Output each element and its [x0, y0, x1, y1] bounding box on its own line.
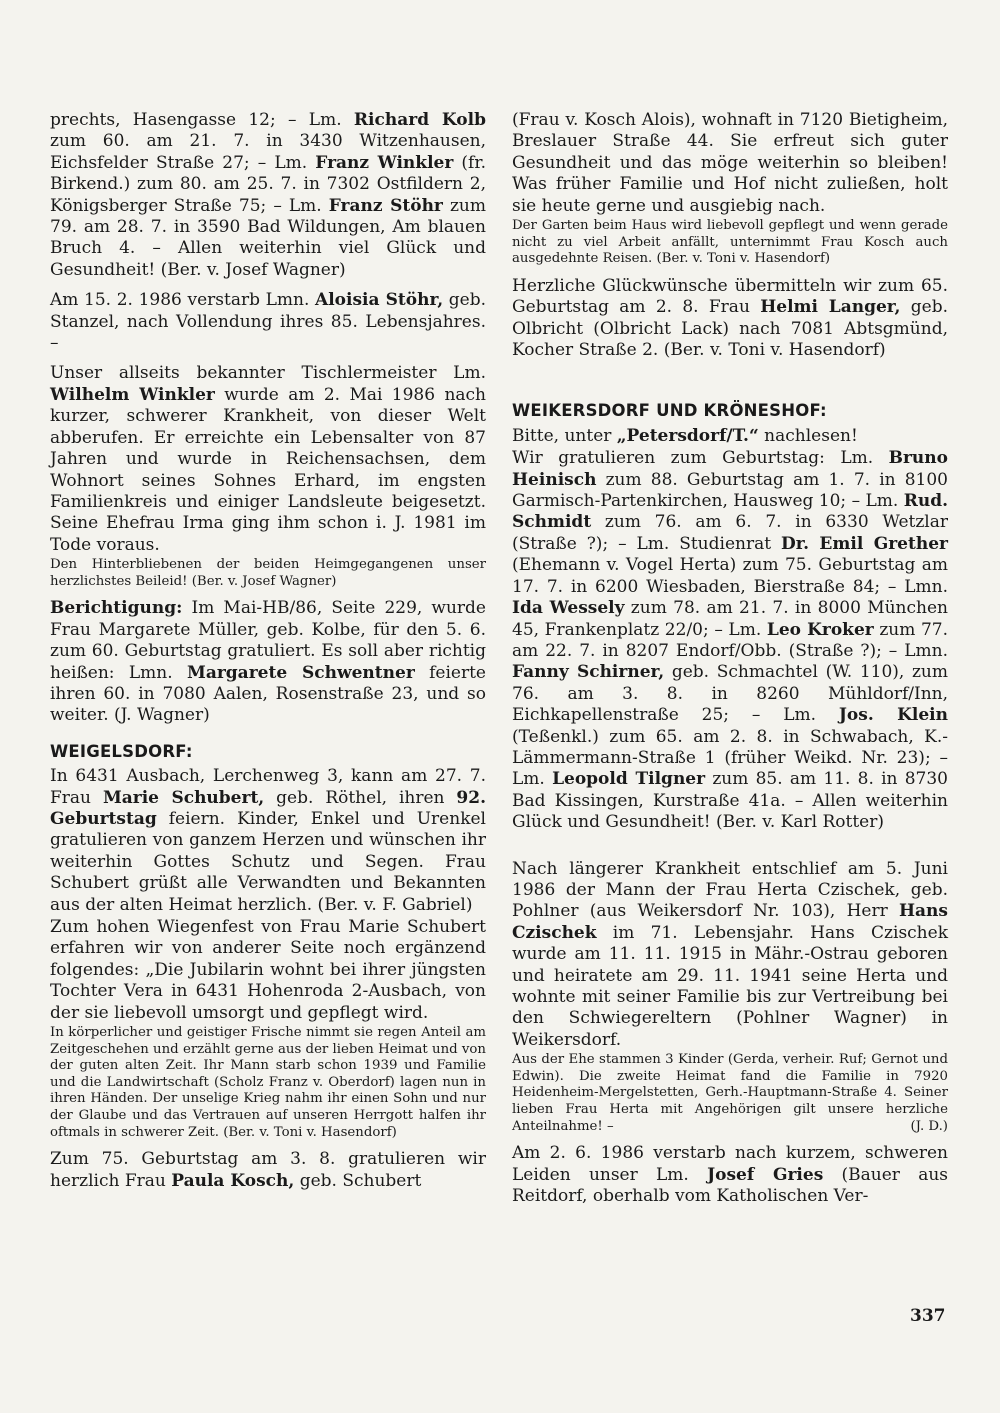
bold-name: Dr. Emil Grether [780, 533, 948, 554]
paragraph [512, 276, 948, 362]
small-note: Den Hinterbliebenen der beiden Heimgegangenen unser herzlichstes Beileid! (Ber. v. Josef Wagner) [50, 557, 486, 589]
text-run: zum 79. am 28. 7. in 3590 Bad Wildungen, Am blauen Bruch 4. – Allen weiterhin viel Glück und Gesundheit! (Ber. v. Josef Wagner) [50, 195, 486, 280]
bold-name: Margarete Schwentner [187, 662, 415, 683]
text-run: Wir gratulieren zum Geburtstag: Lm. [512, 448, 889, 469]
bold-name: Paula Kosch, [171, 1170, 295, 1191]
bold-name: Franz Stöhr [328, 195, 443, 216]
text-run: Im Mai-HB/86, Seite 229, wurde Frau Margarete Müller, geb. Kolbe, für den 5. 6. zum 60. Geburtstag gratuliert. Es soll aber richtig heißen: Lmn. [50, 598, 486, 683]
bold-name: Richard Kolb [353, 110, 486, 130]
text-run: zum 77. am 22. 7. in 8207 Endorf/Obb. (Straße ?); – Lmn. [512, 619, 948, 661]
page-number: 337 [910, 1306, 946, 1326]
paragraph [512, 1143, 948, 1207]
small-note: In körperlicher und geistiger Frische nimmt sie regen Anteil am Zeitgeschehen und erzählt gerne aus der lieben Heimat und von der guten alten Zeit. Ihr Mann starb schon 1939 und Familie und die Landwirtschaft (Scholz Franz v. Oberdorf) lagen nun in ihren Händen. Der unselige Krieg nahm ihr einen Sohn und nur der Glaube und das Vertrauen auf unseren Herrgott halfen ihr oftmals in schwerer Zeit. (Ber. v. Toni v. Hasendorf) [50, 1025, 486, 1140]
paragraph [50, 1149, 486, 1192]
paragraph [512, 426, 948, 447]
bold-name: Hans Czischek [512, 901, 948, 943]
text-run: zum 85. am 11. 8. in 8730 Bad Kissingen, Kurstraße 41a. – Allen weiterhin Glück und Gesundheit! (Ber. v. Karl Rotter) [512, 769, 948, 833]
text-run: (Bauer aus Reitdorf, oberhalb vom Katholischen Ver- [512, 1164, 949, 1206]
bold-name: Helmi Langer, [760, 297, 901, 318]
text-run: zum 60. am 21. 7. in 3430 Witzenhausen, Eichsfelder Straße 27; – Lm. [50, 131, 486, 173]
text-run: In 6431 Ausbach, Lerchenweg 3, kann am 27. 7. Frau [50, 766, 486, 808]
bold-name: Josef Gries [707, 1164, 824, 1185]
text-run: nachlesen! [758, 425, 858, 446]
bold-name: Wilhelm Winkler [50, 384, 215, 405]
paragraph: (Frau v. Kosch Alois), wohnaft in 7120 Bietigheim, Breslauer Straße 44. Sie erfreut sich guter Gesundheit und das möge weiterhin so bleiben! Was früher Familie und Hof nicht zuließen, holt sie heute gerne und ausgiebig nach. [512, 110, 948, 216]
section-heading-weikersdorf: WEIKERSDORF UND KRÖNESHOF: [512, 401, 827, 421]
text-run: Herzliche Glückwünsche übermitteln wir zum 65. Geburtstag am 2. 8. Frau [512, 275, 948, 318]
left-column [50, 110, 486, 1201]
bold-name: Franz Winkler [315, 152, 454, 173]
small-note: Der Garten beim Haus wird liebevoll gepflegt und wenn gerade nicht zu viel Arbeit anfällt, unternimmt Frau Kosch auch ausgedehnte Reisen. (Ber. v. Toni v. Hasendorf) [512, 218, 948, 267]
text-run: Unser allseits bekannter Tischlermeister Lm. [50, 363, 486, 384]
text-run: (Ehemann v. Vogel Herta) zum 75. Geburtstag am 17. 7. in 6200 Wiesbaden, Bierstraße 84; – Lmn. [512, 555, 948, 597]
bold-name: Berichtigung: [50, 598, 183, 619]
text-run: feiern. Kinder, Enkel und Urenkel gratulieren von ganzem Herzen und wünschen ihr weiterhin Gottes Schutz und Segen. Frau Schubert grüßt alle Verwandten und Bekannten aus der alten Heimat herzlich. (Ber. v. F. Gabriel) [50, 808, 486, 915]
bold-name: Ida Wessely [512, 598, 625, 619]
paragraph [50, 290, 486, 354]
paragraph [50, 598, 486, 726]
bold-name: Rud. Schmidt [512, 491, 948, 533]
text-run: zum 78. am 21. 7. in 8000 München 45, Frankenplatz 22/0; – Lm. [512, 598, 948, 640]
paragraph [512, 859, 948, 1052]
text-run: wurde am 2. Mai 1986 nach kurzer, schwerer Krankheit, von dieser Welt abberufen. Er erreichte ein Lebensalter von 87 Jahren und wurde in Reichensachsen, dem Wohnort seines Sohnes Erhard, im engsten Familienkreis und einiger Landsleute beigesetzt. Seine Ehefrau Irma ging ihm schon i. J. 1981 im Tode voraus. [50, 384, 487, 555]
bold-name: Jos. Klein [838, 705, 948, 726]
text-run: feierte ihren 60. in 7080 Aalen, Rosenstraße 23, und so weiter. (J. Wagner) [50, 662, 486, 726]
bold-name: Fanny Schirner, [512, 662, 665, 683]
bold-name: Aloisia Stöhr, [315, 290, 444, 311]
text-run: Zum 75. Geburtstag am 3. 8. gratulieren wir herzlich Frau [50, 1149, 486, 1191]
paragraph [50, 363, 486, 556]
text-run: zum 76. am 6. 7. in 6330 Wetzlar (Straße ?); – Lm. Studienrat [512, 512, 948, 554]
bold-name: Leopold Tilgner [552, 769, 706, 790]
section-heading-weigelsdorf: WEIGELSDORF: [50, 741, 193, 761]
text-run: geb. Röthel, ihren [264, 787, 457, 808]
text-run: prechts, Hasengasse 12; – Lm. [50, 110, 354, 130]
text-run: Bitte, unter [512, 425, 617, 446]
text-run: geb. Schmachtel (W. 110), zum 76. am 3. 8. in 8260 Mühldorf/Inn, Eichkapellenstraße 25; – Lm. [512, 662, 949, 726]
paragraph [50, 766, 486, 916]
small-note [512, 1052, 948, 1135]
bold-name: Marie Schubert, [102, 787, 265, 808]
small-note-text: Aus der Ehe stammen 3 Kinder (Gerda, verheir. Ruf; Gernot und Edwin). Die zweite Heimat fand die Familie in 7920 Heidenheim-Mergelstetten, Gerh.-Hauptmann-Straße 4. Seiner lieben Frau Herta mit Angehörigen gilt unsere herzliche Anteilnahme! – [512, 1052, 948, 1134]
paragraph: Zum hohen Wiegenfest von Frau Marie Schubert erfahren wir von anderer Seite noch ergänzend folgendes: „Die Jubilarin wohnt bei ihrer jüngsten Tochter Vera in 6431 Hohenroda 2-Ausbach, von der sie liebevoll umsorgt und gepflegt wird. [50, 917, 486, 1023]
paragraph [512, 448, 948, 833]
text-run: Am 2. 6. 1986 verstarb nach kurzem, schweren Leiden unser Lm. [512, 1143, 948, 1185]
bold-name: „Petersdorf/T.“ [616, 425, 759, 446]
text-run: zum 88. Geburtstag am 1. 7. in 8100 Garmisch-Partenkirchen, Hausweg 10; – Lm. [512, 469, 948, 512]
paragraph [50, 110, 486, 281]
bold-name: 92. Geburtstag [50, 787, 486, 829]
bold-name: Bruno Heinisch [512, 448, 948, 490]
bold-name: Leo Kroker [766, 619, 874, 640]
text-run: Nach längerer Krankheit entschlief am 5. Juni 1986 der Mann der Frau Herta Czischek, geb. Pohlner (aus Weikersdorf Nr. 103), Herr [512, 858, 948, 922]
text-run: (fr. Birkend.) zum 80. am 25. 7. in 7302 Ostfildern 2, Königsberger Straße 75; – Lm. [50, 152, 487, 216]
right-column [512, 110, 948, 1216]
text-run: im 71. Lebensjahr. Hans Czischek wurde am 11. 11. 1915 in Mähr.-Ostrau geboren und heiratete am 29. 11. 1941 seine Herta und wohnte mit seiner Familie bis zur Vertreibung bei den Schwiegereltern (Pohlner Wagner) in Weikersdorf. [512, 922, 948, 1050]
text-run: geb. Stanzel, nach Vollendung ihres 85. Lebensjahres. – [50, 290, 487, 354]
text-run: geb. Schubert [294, 1170, 422, 1191]
text-run: (Teßenkl.) zum 65. am 2. 8. in Schwabach, K.-Lämmermann-Straße 1 (früher Weikd. Nr. 23); – Lm. [512, 726, 948, 790]
text-run: geb. Olbricht (Olbricht Lack) nach 7081 Abtsgmünd, Kocher Straße 2. (Ber. v. Toni v. Hasendorf) [512, 297, 948, 361]
author-signature: (J. D.) [910, 1118, 948, 1134]
text-run: Am 15. 2. 1986 verstarb Lmn. [50, 290, 316, 311]
